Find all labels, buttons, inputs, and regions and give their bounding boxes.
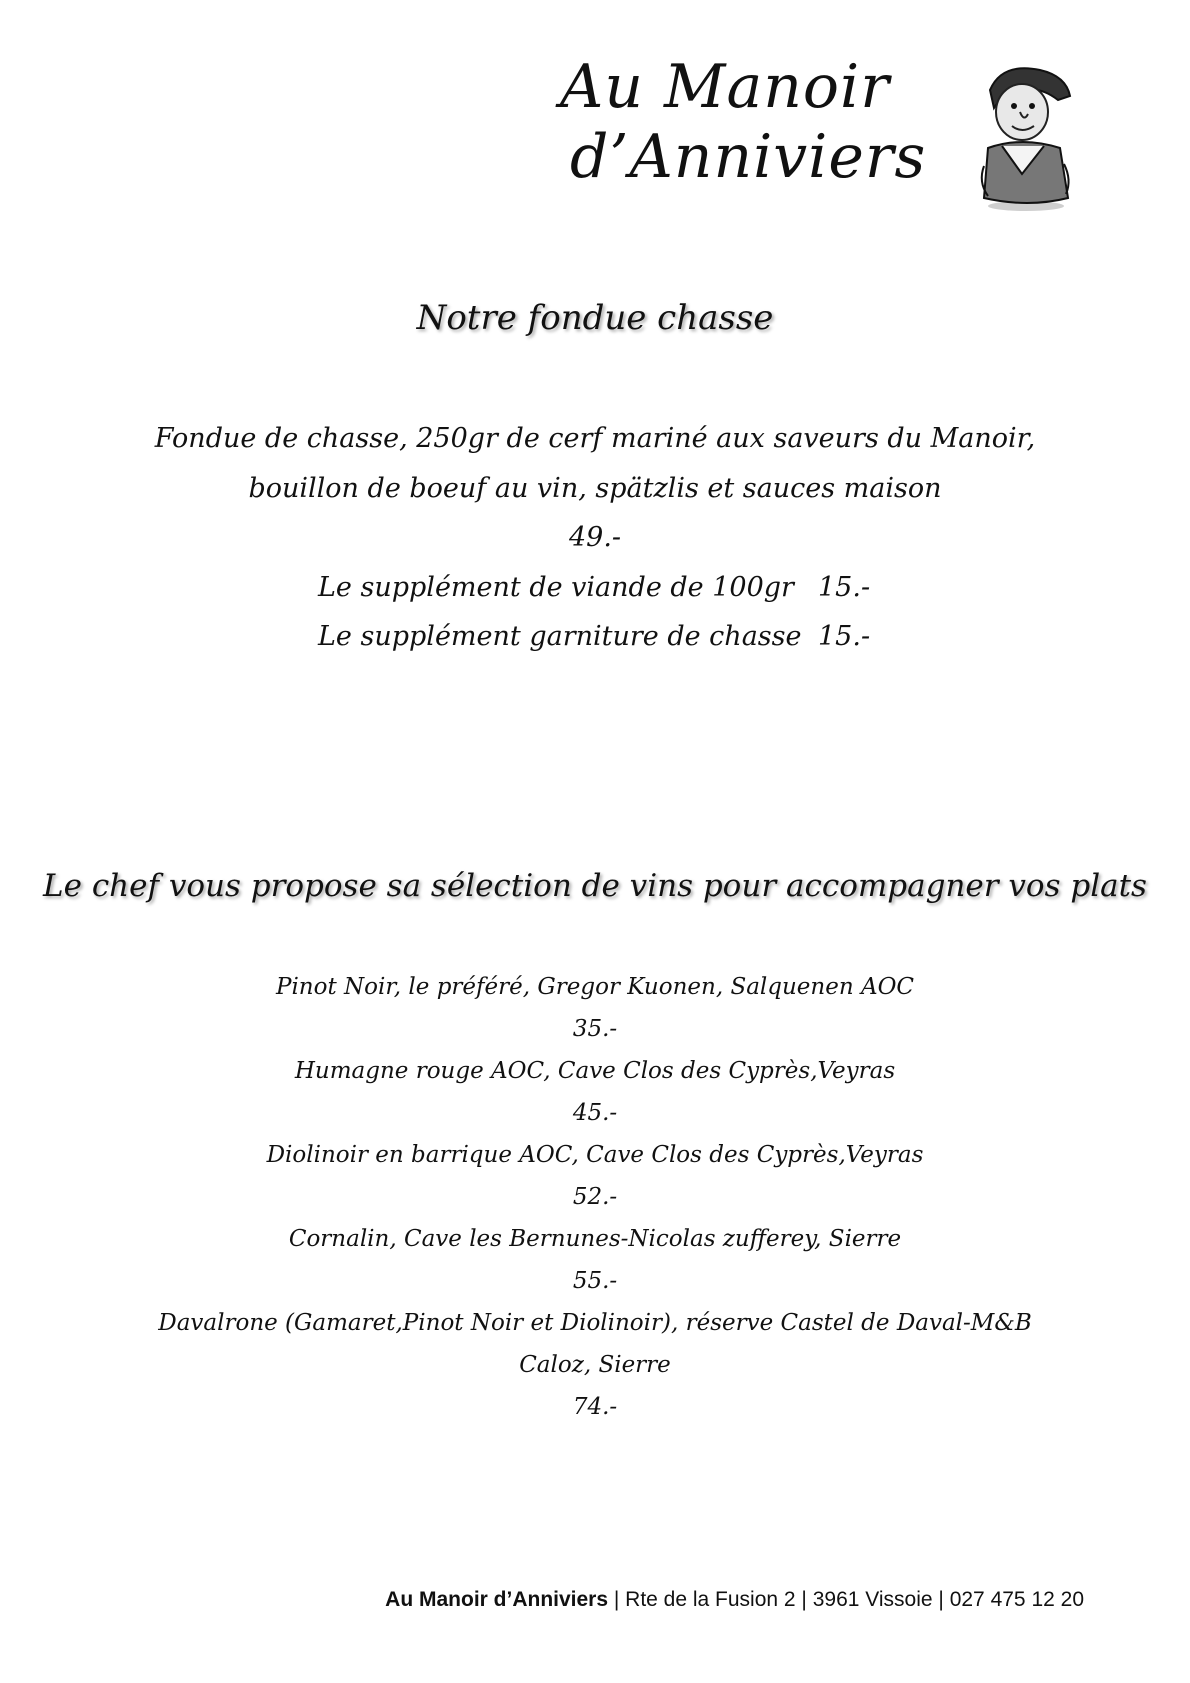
wine-price: 55.- <box>572 1268 618 1294</box>
wine-item <box>130 966 1060 1050</box>
wine-price: 74.- <box>572 1394 618 1420</box>
wine-price: 52.- <box>572 1184 618 1210</box>
footer-contact <box>385 1588 1084 1612</box>
fondue-description <box>0 414 1190 514</box>
supplement-row <box>318 612 870 662</box>
brand-logo-text <box>560 52 927 192</box>
supplement-label: Le supplément de viande de 100gr <box>318 572 794 603</box>
wine-item <box>130 1218 1060 1302</box>
chef-mascot-icon <box>968 56 1078 212</box>
supplement-label: Le supplément garniture de chasse <box>318 621 802 652</box>
wine-section-title: Le chef vous propose sa sélection de vins pour accompagner vos plats <box>43 868 1147 904</box>
fondue-description-line-1: Fondue de chasse, 250gr de cerf mariné aux saveurs du Manoir, <box>154 423 1036 454</box>
wine-name: Cornalin, Cave les Bernunes-Nicolas zufferey, Sierre <box>288 1226 902 1252</box>
wine-item <box>130 1134 1060 1218</box>
supplement-price: 15.- <box>818 621 871 652</box>
wine-item <box>130 1302 1060 1428</box>
wine-price: 45.- <box>572 1100 618 1126</box>
wine-price: 35.- <box>572 1016 618 1042</box>
footer-address: | Rte de la Fusion 2 | 3961 Vissoie | 027 475 12 20 <box>608 1588 1084 1611</box>
wine-item <box>130 1050 1060 1134</box>
wine-name: Pinot Noir, le préféré, Gregor Kuonen, Salquenen AOC <box>275 974 915 1000</box>
wine-name: Davalrone (Gamaret,Pinot Noir et Diolinoir), réserve Castel de Daval-M&B Caloz, Sierre <box>158 1310 1032 1378</box>
footer-restaurant-name: Au Manoir d’Anniviers <box>385 1588 609 1611</box>
wine-name: Humagne rouge AOC, Cave Clos des Cyprès,Veyras <box>294 1058 896 1084</box>
fondue-price: 49.- <box>568 522 622 553</box>
supplement-price: 15.- <box>818 572 871 603</box>
wine-list <box>130 966 1060 1428</box>
fondue-description-line-2: bouillon de boeuf au vin, spätzlis et sauces maison <box>248 473 942 504</box>
brand-line-1: Au Manoir <box>560 52 890 122</box>
fondue-section-title: Notre fondue chasse <box>416 298 774 338</box>
brand-line-2: d’Anniviers <box>570 122 927 192</box>
supplement-row <box>318 563 870 613</box>
wine-name: Diolinoir en barrique AOC, Cave Clos des Cyprès,Veyras <box>266 1142 924 1168</box>
